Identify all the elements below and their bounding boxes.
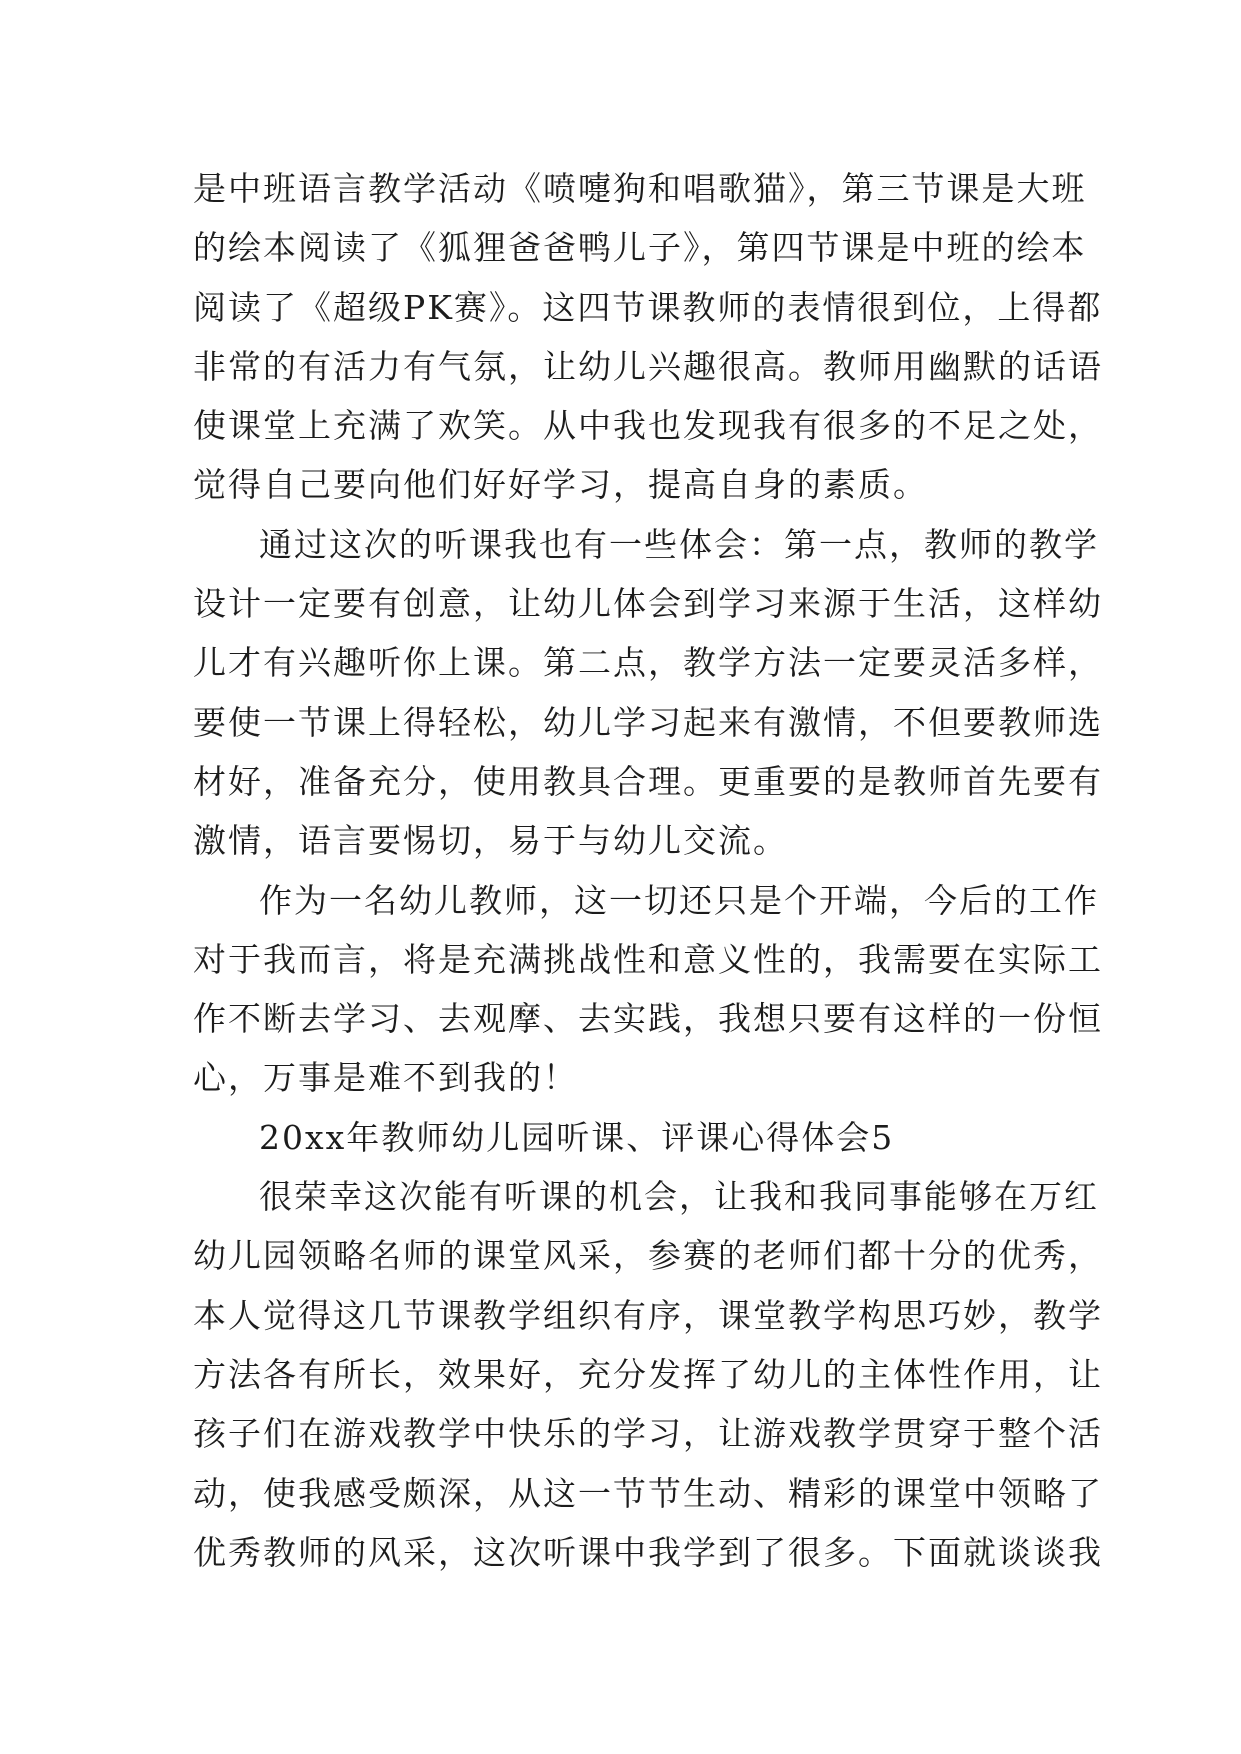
section-heading: [193, 1108, 1055, 1167]
text-line: 通过这次的听课我也有一些体会：第一点，教师的教学: [259, 524, 1099, 564]
text-line: 激情，语言要惕切，易于与幼儿交流。: [193, 821, 788, 861]
text-line: 儿才有兴趣听你上课。第二点，教学方法一定要灵活多样，: [193, 643, 1103, 683]
paragraph: [193, 159, 1103, 515]
text-line: 阅读了《超级PK赛》。这四节课教师的表情很到位，上得都: [193, 287, 1103, 327]
paragraph: [193, 1167, 1103, 1582]
text-line: 作不断去学习、去观摩、去实践，我想只要有这样的一份恒: [193, 999, 1103, 1039]
text-line: 方法各有所长，效果好，充分发挥了幼儿的主体性作用，让: [193, 1354, 1103, 1394]
text-line: 对于我而言，将是充满挑战性和意义性的，我需要在实际工: [193, 939, 1103, 979]
text-line: 非常的有活力有气氛，让幼儿兴趣很高。教师用幽默的话语: [193, 346, 1103, 386]
text-line: 孩子们在游戏教学中快乐的学习，让游戏教学贯穿于整个活: [193, 1414, 1103, 1454]
paragraph: [193, 871, 1103, 1108]
heading-text: 20xx年教师幼儿园听课、评课心得体会5: [259, 1117, 895, 1157]
document-body: [193, 159, 1103, 1582]
text-line: 心，万事是难不到我的！: [193, 1058, 578, 1098]
text-line: 要使一节课上得轻松，幼儿学习起来有激情，不但要教师选: [193, 702, 1103, 742]
paragraph: [193, 515, 1103, 871]
text-line: 作为一名幼儿教师，这一切还只是个开端，今后的工作: [259, 880, 1099, 920]
text-line: 动，使我感受颇深，从这一节节生动、精彩的课堂中领略了: [193, 1473, 1103, 1513]
text-line: 觉得自己要向他们好好学习，提高自身的素质。: [193, 465, 928, 505]
text-line: 设计一定要有创意，让幼儿体会到学习来源于生活，这样幼: [193, 584, 1103, 624]
text-line: 的绘本阅读了《狐狸爸爸鸭儿子》，第四节课是中班的绘本: [193, 228, 1087, 268]
text-line: 材好，准备充分，使用教具合理。更重要的是教师首先要有: [193, 761, 1103, 801]
text-line: 使课堂上充满了欢笑。从中我也发现我有很多的不足之处，: [193, 406, 1103, 446]
text-line: 很荣幸这次能有听课的机会，让我和我同事能够在万红: [259, 1177, 1099, 1217]
text-line: 是中班语言教学活动《喷嚏狗和唱歌猫》，第三节课是大班: [193, 169, 1087, 208]
text-line: 本人觉得这几节课教学组织有序，课堂教学构思巧妙，教学: [193, 1295, 1103, 1335]
text-line: 优秀教师的风采，这次听课中我学到了很多。下面就谈谈我: [193, 1532, 1103, 1572]
text-line: 幼儿园领略名师的课堂风采，参赛的老师们都十分的优秀，: [193, 1236, 1103, 1276]
